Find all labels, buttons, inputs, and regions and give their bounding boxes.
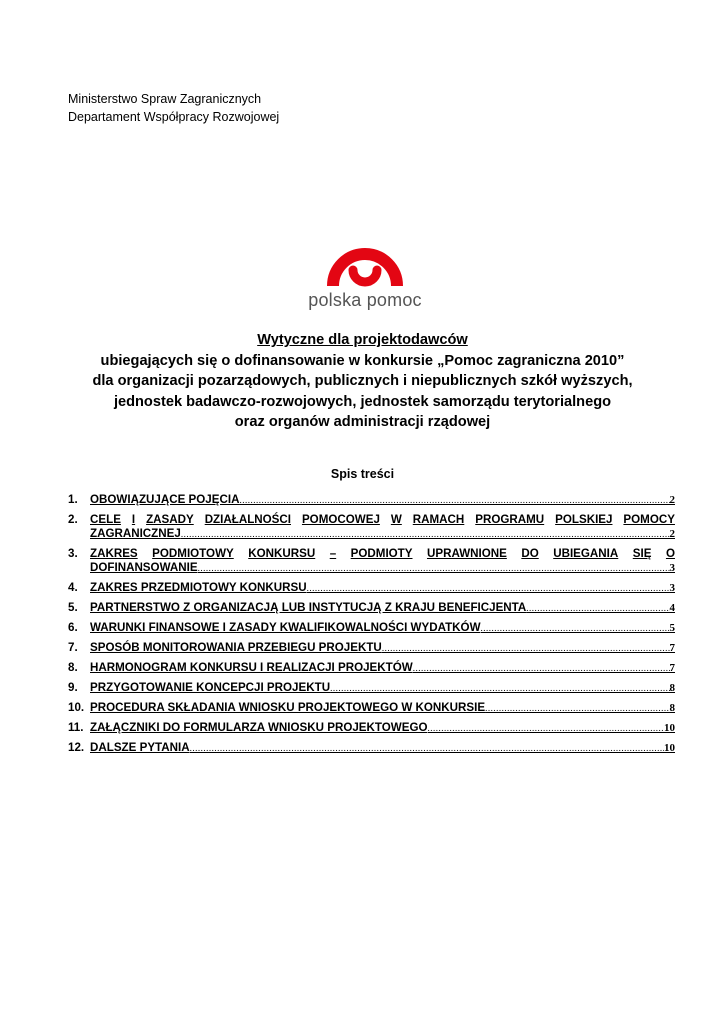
- toc-entry-page[interactable]: 7: [669, 642, 675, 654]
- toc-entry[interactable]: [68, 581, 675, 595]
- toc-entry[interactable]: [68, 621, 675, 635]
- toc-entry-number: 3.: [68, 547, 78, 560]
- toc-entry[interactable]: [68, 547, 675, 575]
- toc-entry-title-line-2[interactable]: ZAGRANICZNEJ: [90, 527, 181, 540]
- toc-entry-title-line-2[interactable]: DOFINANSOWANIE: [90, 561, 198, 574]
- toc-leader-dots: [485, 701, 669, 715]
- toc-entry[interactable]: [68, 681, 675, 695]
- toc-leader-dots: [330, 681, 669, 695]
- document-title: [40, 330, 685, 433]
- toc-entry-number: 8.: [68, 661, 78, 674]
- toc-entry-title-line-1[interactable]: CELE I ZASADY DZIAŁALNOŚCI POMOCOWEJ W RAMACH PROGRAMU POLSKIEJ POMOCY: [90, 513, 675, 526]
- toc-entry-number: 2.: [68, 513, 78, 526]
- title-line-4: jednostek badawczo-rozwojowych, jednostek samorządu terytorialnego: [113, 393, 612, 410]
- toc-entry-page[interactable]: 2: [669, 494, 675, 506]
- toc-entry[interactable]: [68, 601, 675, 615]
- toc-entry-title[interactable]: ZAKRES PRZEDMIOTOWY KONKURSU: [90, 581, 307, 594]
- toc-entry-title[interactable]: ZAŁĄCZNIKI DO FORMULARZA WNIOSKU PROJEKTOWEGO: [90, 721, 428, 734]
- toc-entry-page[interactable]: 10: [664, 742, 675, 754]
- toc-entry[interactable]: [68, 493, 675, 507]
- toc-leader-dots: [239, 493, 669, 507]
- toc-leader-dots: [181, 527, 670, 541]
- toc-leader-dots: [428, 721, 665, 735]
- logo-text: polska pomoc: [308, 290, 422, 310]
- toc-entry-number: 6.: [68, 621, 78, 634]
- table-of-contents: [68, 487, 675, 755]
- toc-heading: Spis treści: [330, 467, 395, 481]
- title-line-2: ubiegających się o dofinansowanie w konkursie „Pomoc zagraniczna 2010”: [100, 352, 625, 369]
- toc-entry-page[interactable]: 8: [669, 682, 675, 694]
- toc-entry-title[interactable]: PRZYGOTOWANIE KONCEPCJI PROJEKTU: [90, 681, 331, 694]
- toc-entry-page[interactable]: 8: [669, 702, 675, 714]
- toc-entry-page[interactable]: 5: [669, 622, 675, 634]
- title-line-1: Wytyczne dla projektodawców: [257, 332, 468, 348]
- title-line-5: oraz organów administracji rządowej: [234, 414, 491, 430]
- toc-leader-dots: [190, 741, 664, 755]
- toc-entry-title[interactable]: PROCEDURA SKŁADANIA WNIOSKU PROJEKTOWEGO W KONKURSIE: [90, 701, 486, 714]
- toc-entry-page[interactable]: 3: [669, 562, 675, 574]
- toc-entry-number: 11.: [68, 721, 84, 734]
- toc-leader-dots: [413, 661, 670, 675]
- toc-entry-number: 4.: [68, 581, 78, 594]
- ministry-name: Ministerstwo Spraw Zagranicznych: [68, 92, 262, 106]
- toc-entry-title[interactable]: DALSZE PYTANIA: [90, 741, 190, 754]
- toc-entry[interactable]: [68, 741, 675, 755]
- toc-leader-dots: [198, 561, 670, 575]
- toc-entry[interactable]: [68, 701, 675, 715]
- toc-entry[interactable]: [68, 513, 675, 541]
- toc-entry-title-line-1[interactable]: ZAKRES PODMIOTOWY KONKURSU – PODMIOTY UPRAWNIONE DO UBIEGANIA SIĘ O: [90, 547, 675, 560]
- toc-entry-title[interactable]: OBOWIĄZUJĄCE POJĘCIA: [90, 493, 240, 506]
- toc-entry-page[interactable]: 4: [669, 602, 675, 614]
- toc-entry-page[interactable]: 2: [669, 528, 675, 540]
- toc-entry-number: 9.: [68, 681, 78, 694]
- title-line-3: dla organizacji pozarządowych, publicznych i niepublicznych szkół wyższych,: [92, 373, 633, 389]
- toc-leader-dots: [526, 601, 669, 615]
- toc-entry[interactable]: [68, 661, 675, 675]
- toc-entry-title[interactable]: PARTNERSTWO Z ORGANIZACJĄ LUB INSTYTUCJĄ Z KRAJU BENEFICJENTA: [90, 601, 527, 614]
- toc-entry-number: 10.: [68, 701, 85, 714]
- toc-entry-page[interactable]: 7: [669, 662, 675, 674]
- smile-logo-icon: [325, 232, 405, 290]
- toc-leader-dots: [307, 581, 670, 595]
- toc-entry-page[interactable]: 10: [664, 722, 675, 734]
- toc-entry[interactable]: [68, 721, 675, 735]
- toc-entry-number: 12.: [68, 741, 85, 754]
- toc-entry-title[interactable]: SPOSÓB MONITOROWANIA PRZEBIEGU PROJEKTU: [90, 641, 382, 654]
- toc-leader-dots: [481, 621, 670, 635]
- department-name: Departament Współpracy Rozwojowej: [68, 110, 280, 124]
- toc-entry-title[interactable]: HARMONOGRAM KONKURSU I REALIZACJI PROJEKTÓW: [90, 661, 413, 674]
- toc-leader-dots: [382, 641, 670, 655]
- toc-entry-number: 7.: [68, 641, 78, 654]
- toc-entry-title[interactable]: WARUNKI FINANSOWE I ZASADY KWALIFIKOWALNOŚCI WYDATKÓW: [90, 621, 481, 634]
- toc-entry[interactable]: [68, 641, 675, 655]
- toc-entry-number: 5.: [68, 601, 78, 614]
- ministry-header: [68, 90, 279, 126]
- polska-pomoc-logo: [300, 232, 430, 314]
- toc-entry-page[interactable]: 3: [669, 582, 675, 594]
- toc-entry-number: 1.: [68, 493, 78, 506]
